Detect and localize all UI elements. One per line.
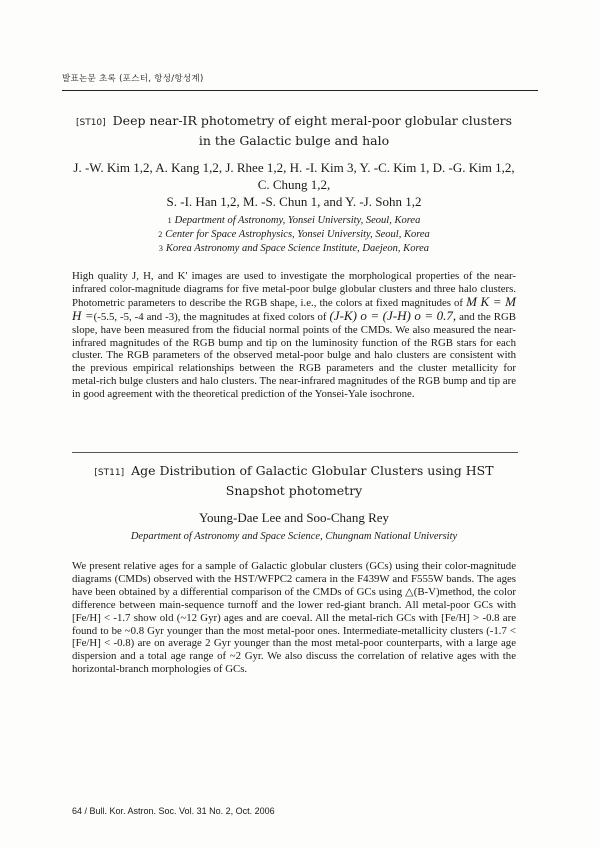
- abstract-code: [ST10]: [75, 118, 106, 128]
- page-footer: 64 / Bull. Kor. Astron. Soc. Vol. 31 No. 2, Oct. 2006: [72, 806, 275, 816]
- abstract-st10: [72, 112, 516, 401]
- affiliation-text: Center for Space Astrophysics, Yonsei University, Seoul, Korea: [165, 229, 430, 240]
- affiliation: [72, 214, 516, 228]
- abstract-body: We present relative ages for a sample of Galactic globular clusters (GCs) using their color-magnitude diagrams (CMDs) observed with the HST/WFPC2 camera in the F439W and F555W bands. The ages have been obtained by a differential comparison of the CMDs of GCs using △(B-V)method, the color difference between main-sequence turnoff and the lower red-giant branch. All metal-poor GCs with [Fe/H] < -1.7 show old (~12 Gyr) ages and are coeval. All the metal-rich GCs with [Fe/H] > -0.8 are found to be ~0.8 Gyr younger than the most metal-poor ones. Intermediate-metallicity clusters (-1.7 < [Fe/H] < -0.8) are on average 2 Gyr younger than the most metal-poor counterparts, with a large age dispersion and a total age range of ~2 Gyr. We also discuss the correlation of relative ages with the horizontal-branch morphologies of GCs.: [72, 560, 516, 676]
- affiliation-number: 3: [158, 244, 163, 253]
- affiliation-text: Korea Astronomy and Space Science Institute, Daejeon, Korea: [165, 243, 430, 254]
- affiliation-number: 1: [167, 216, 172, 225]
- affiliation-text: Department of Astronomy, Yonsei University, Seoul, Korea: [174, 215, 421, 226]
- affiliation: [72, 242, 516, 256]
- abstract-body: [72, 270, 516, 401]
- section-header: 발표논문 초록 (포스터, 항성/항성계): [62, 74, 204, 84]
- affiliation: [72, 228, 516, 242]
- author-line-2: S. -I. Han 1,2, M. -S. Chun 1, and Y. -J. Sohn 1,2: [166, 194, 422, 209]
- body-text: (-5.5, -5, -4 and -3), the magnitudes at fixed colors of: [93, 310, 327, 323]
- author-list: Young-Dae Lee and Soo-Chang Rey: [198, 510, 390, 525]
- author-line-1: J. -W. Kim 1,2, A. Kang 1,2, J. Rhee 1,2, H. -I. Kim 3, Y. -C. Kim 1, D. -G. Kim 1,2, C. Chung 1,2,: [73, 160, 515, 192]
- abstract-divider: [72, 452, 518, 453]
- body-text: High quality J, H, and K' images are used to investigate the morphological properties of the near-infrared color-magnitude diagrams for five metal-poor bulge globular clusters and three halo clusters. Photometric parameters to describe the RGB shape, i.e., the colors at fixed magnitudes of: [72, 270, 516, 309]
- author-list: [72, 159, 516, 210]
- abstract-title: [72, 112, 516, 149]
- affiliation-number: 2: [158, 230, 163, 239]
- affiliation-list: [72, 530, 516, 544]
- abstract-st11: [72, 462, 516, 676]
- abstract-title: [72, 462, 516, 499]
- header-rule: [62, 90, 538, 91]
- equation-magnitudes: M K = M H =: [72, 293, 516, 323]
- equation-colors: (J-K) o = (J-H) o = 0.7,: [329, 307, 457, 323]
- abstract-code: [ST11]: [94, 468, 125, 478]
- abstract-title-text: Deep near-IR photometry of eight meral-poor globular clusters in the Galactic bulge and halo: [112, 113, 513, 148]
- body-text: and the RGB slope, have been measured from the fiducial normal points of the CMDs. We also measured the near-infrared magnitudes of the RGB bump and tip on the luminosity function of the RGB stars for each cluster. The RGB parameters of the observed metal-poor bulge and halo clusters are consistent with the previous empirical relationships between the RGB parameters and the cluster metallicity for metal-rich bulge clusters and halo clusters. The near-infrared magnitudes of the RGB bump and tip are in good agreement with the theoretical prediction of the Yonsei-Yale isochrone.: [72, 310, 516, 401]
- abstract-title-text: Age Distribution of Galactic Globular Clusters using HST Snapshot photometry: [131, 463, 494, 498]
- affiliation: Department of Astronomy and Space Science, Chungnam National University: [130, 531, 458, 542]
- affiliation-list: [72, 214, 516, 256]
